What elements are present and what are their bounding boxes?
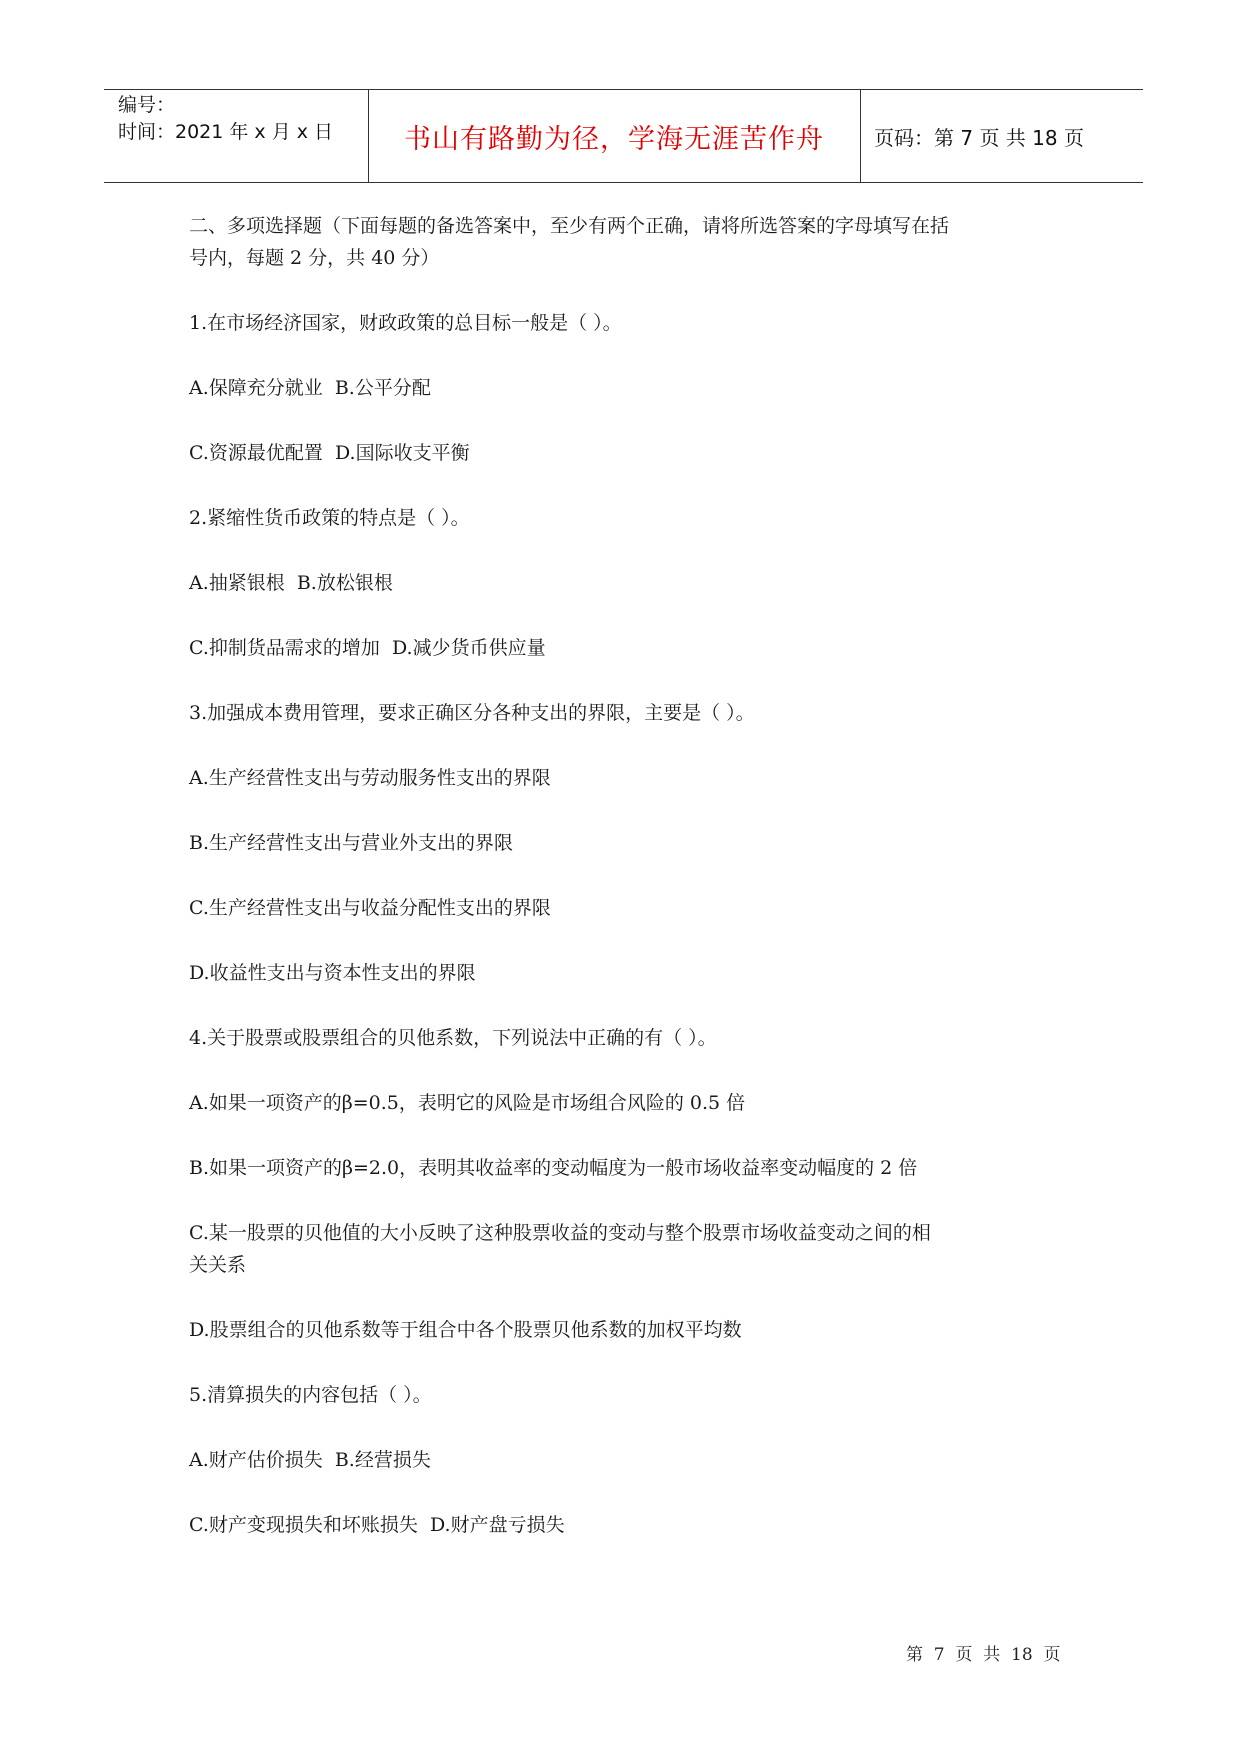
question-3-option-d: D.收益性支出与资本性支出的界限: [189, 962, 476, 984]
question-4-option-c: C.某一股票的贝他值的大小反映了这种股票收益的变动与整个股票市场收益变动之间的相: [189, 1222, 931, 1244]
header-page-code: 页码：第 7 页 共 18 页: [874, 125, 1084, 150]
header-meta: [118, 92, 333, 146]
question-5: 5.清算损失的内容包括（ ）。: [189, 1384, 432, 1406]
question-3: 3.加强成本费用管理，要求正确区分各种支出的界限，主要是（ ）。: [189, 702, 755, 724]
question-4-option-a: A.如果一项资产的β=0.5，表明它的风险是市场组合风险的 0.5 倍: [189, 1092, 746, 1114]
question-4: 4.关于股票或股票组合的贝他系数，下列说法中正确的有（ ）。: [189, 1027, 717, 1049]
question-2-options-ab: A.抽紧银根 B.放松银根: [189, 572, 393, 594]
question-2-options-cd: C.抑制货品需求的增加 D.减少货币供应量: [189, 637, 546, 659]
question-2: 2.紧缩性货币政策的特点是（ ）。: [189, 507, 470, 529]
question-3-option-c: C.生产经营性支出与收益分配性支出的界限: [189, 897, 551, 919]
question-4-option-c-cont: 关关系: [189, 1254, 247, 1276]
header-motto: 书山有路勤为径，学海无涯苦作舟: [404, 123, 824, 155]
question-3-option-a: A.生产经营性支出与劳动服务性支出的界限: [189, 767, 551, 789]
page-footer-number: 第 7 页 共 18 页: [906, 1645, 1061, 1665]
question-5-options-cd: C.财产变现损失和坏账损失 D.财产盘亏损失: [189, 1514, 565, 1536]
question-3-option-b: B.生产经营性支出与营业外支出的界限: [189, 832, 514, 854]
page-header: [104, 89, 1143, 183]
question-1-options-ab: A.保障充分就业 B.公平分配: [189, 377, 431, 399]
question-4-option-b: B.如果一项资产的β=2.0，表明其收益率的变动幅度为一般市场收益率变动幅度的 2 倍: [189, 1157, 918, 1179]
document-body: [189, 210, 1069, 1541]
serial-number-label: 编号：: [118, 94, 176, 116]
section-title: 号内，每题 2 分，共 40 分）: [189, 247, 440, 269]
question-5-options-ab: A.财产估价损失 B.经营损失: [189, 1449, 431, 1471]
question-1-options-cd: C.资源最优配置 D.国际收支平衡: [189, 442, 470, 464]
section-title: 二、多项选择题（下面每题的备选答案中，至少有两个正确，请将所选答案的字母填写在括: [189, 215, 950, 237]
time-label: 时间：2021 年 x 月 x 日: [118, 121, 334, 143]
question-4-option-d: D.股票组合的贝他系数等于组合中各个股票贝他系数的加权平均数: [189, 1319, 742, 1341]
question-1: 1.在市场经济国家，财政政策的总目标一般是（ ）。: [189, 312, 622, 334]
